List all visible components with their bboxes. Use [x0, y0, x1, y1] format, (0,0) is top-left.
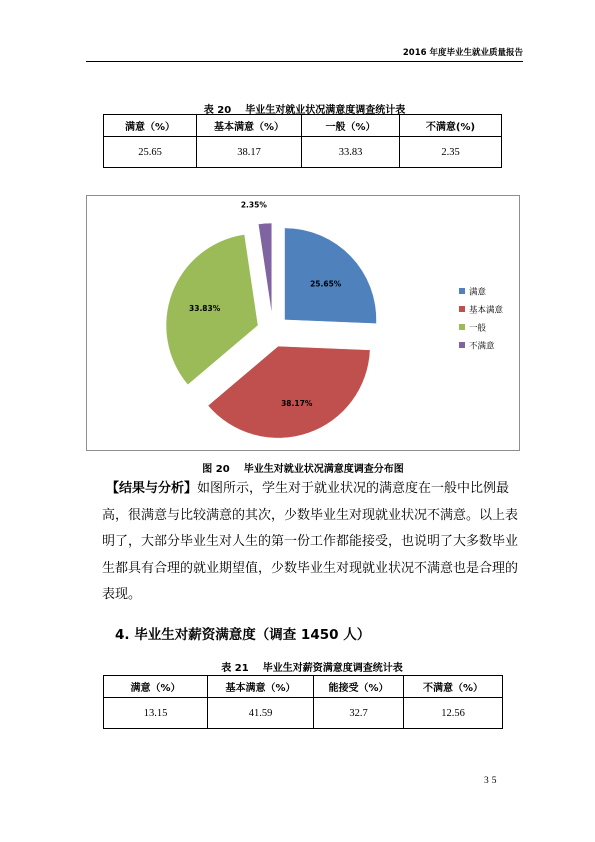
table20-header-cell: 不满意(%): [400, 115, 502, 137]
table21-header-cell: 满意（%）: [104, 676, 208, 698]
table20-header-cell: 一般（%）: [302, 115, 400, 137]
pie-slice-dissatisfied: [258, 223, 272, 315]
table21-value-cell: 32.7: [314, 698, 404, 729]
legend-label: 不满意: [469, 341, 495, 352]
table20-value-row: [104, 137, 502, 168]
pie-chart: [86, 195, 520, 451]
pie-slice-basically-satisfied: [208, 346, 370, 438]
pie-data-label: 33.83%: [189, 304, 221, 314]
analysis-lead: 【结果与分析】: [106, 481, 198, 496]
legend-label: 一般: [469, 323, 487, 334]
legend-swatch: [459, 288, 465, 294]
pie-slice-satisfied: [285, 228, 377, 324]
table21-caption: [103, 659, 521, 674]
table20-value-cell: 33.83: [302, 137, 400, 168]
pie-data-label: 38.17%: [281, 399, 313, 409]
table20-name: 毕业生对就业状况满意度调查统计表: [245, 105, 406, 116]
legend-label: 满意: [469, 287, 487, 298]
table20-value-cell: 2.35: [400, 137, 502, 168]
table21-number: 表 21: [221, 663, 249, 674]
figure20-caption: [86, 460, 520, 475]
legend-swatch: [459, 342, 465, 348]
table21-header-cell: 不满意（%）: [404, 676, 503, 698]
table21-name: 毕业生对薪资满意度调查统计表: [262, 663, 403, 674]
table21-header-row: [104, 676, 503, 698]
table20-header-row: [104, 115, 502, 137]
table21-value-row: [104, 698, 503, 729]
table20-value-cell: 38.17: [197, 137, 302, 168]
figure20-number: 图 20: [202, 464, 230, 475]
analysis-paragraph: [102, 476, 522, 609]
legend-swatch: [459, 324, 465, 330]
report-title: 2016 年度毕业生就业质量报告: [402, 48, 523, 58]
table21-value-cell: 41.59: [208, 698, 314, 729]
table20-header-cell: 基本满意（%）: [197, 115, 302, 137]
page-header: [86, 44, 523, 62]
page-number: 35: [484, 776, 500, 786]
pie-chart-svg: [87, 196, 521, 452]
table20: [103, 114, 502, 168]
legend-label: 基本满意: [469, 305, 504, 316]
table21: [103, 675, 503, 729]
table21-header-cell: 基本满意（%）: [208, 676, 314, 698]
table20-number: 表 20: [203, 105, 232, 116]
analysis-text: 如图所示，学生对于就业状况的满意度在一般中比例最高，很满意与比较满意的其次，少数毕业生对现就业状况不满意。以上表明了，大部分毕业生对人生的第一份工作都能接受，也说明了大多数毕业生都具有合理的就业期望值，少数毕业生对现就业状况不满意也是合理的表现。: [102, 481, 519, 602]
pie-data-label: 25.65%: [310, 279, 342, 289]
figure20-name: 毕业生对就业状况满意度调查分布图: [243, 464, 404, 475]
table20-value-cell: 25.65: [104, 137, 197, 168]
section-heading: 4. 毕业生对薪资满意度（调查 1450 人）: [115, 627, 371, 643]
pie-data-label: 2.35%: [240, 200, 267, 210]
table21-value-cell: 12.56: [404, 698, 503, 729]
table21-header-cell: 能接受（%）: [314, 676, 404, 698]
table21-value-cell: 13.15: [104, 698, 208, 729]
table20-header-cell: 满意（%）: [104, 115, 197, 137]
legend-swatch: [459, 306, 465, 312]
